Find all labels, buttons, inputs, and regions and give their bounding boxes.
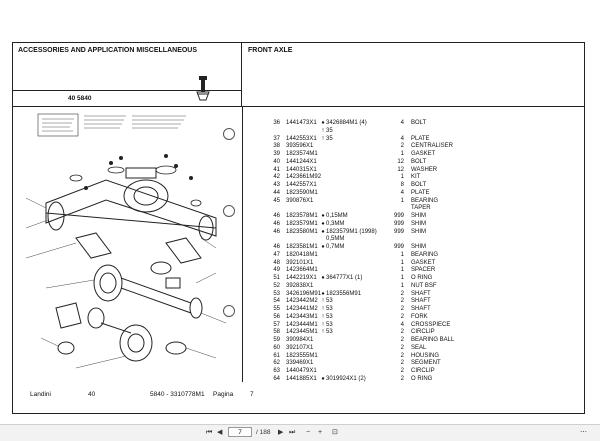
part-note: 1823579M1 (1998) <box>326 228 377 235</box>
part-description: PLATE <box>411 135 430 142</box>
quantity: 2 <box>400 298 404 305</box>
footer-brand: Landini <box>30 391 51 398</box>
part-description: KIT <box>411 174 421 181</box>
part-description: PLATE <box>411 189 430 196</box>
exploded-view-drawing <box>16 108 240 378</box>
item-number: 62 <box>273 360 280 367</box>
quantity: 1 <box>400 151 404 157</box>
substitution-marker: ! <box>322 329 324 336</box>
item-number: 37 <box>273 135 280 142</box>
group-code: 40 5840 <box>68 95 92 102</box>
parts-row <box>262 306 582 314</box>
parts-row <box>262 198 582 206</box>
group-title: FRONT AXLE <box>248 47 293 54</box>
substitution-marker: ● <box>321 275 325 281</box>
part-note: 3426884M1 (4) <box>326 120 367 126</box>
part-description: SHIM <box>411 244 426 250</box>
item-number: 64 <box>273 375 280 382</box>
quantity: 8 <box>400 182 404 188</box>
part-number: 390876X1 <box>286 197 314 204</box>
footer-model: 5840 - 3310778M1 <box>150 391 205 398</box>
part-description: O RING <box>411 275 433 281</box>
parts-row <box>262 244 582 252</box>
item-number: 38 <box>273 143 280 150</box>
item-number: 51 <box>273 275 280 281</box>
quantity: 2 <box>400 368 404 374</box>
parts-row <box>262 329 582 337</box>
parts-row <box>262 236 582 244</box>
item-number: 40 <box>273 158 280 165</box>
item-number: 41 <box>273 166 280 173</box>
item-number: 46 <box>273 244 280 250</box>
part-description: BOLT <box>411 120 427 126</box>
part-note: 0,7MM <box>326 244 345 250</box>
part-number: 1423441M2 <box>286 306 318 312</box>
settings-icon[interactable]: ⋯ <box>580 429 587 436</box>
part-description: GASKET <box>411 259 436 266</box>
item-number: 54 <box>273 298 280 305</box>
parts-row <box>262 159 582 167</box>
parts-row <box>262 136 582 144</box>
footer-page-label: Pagina <box>213 391 234 398</box>
group-code-box <box>12 90 242 106</box>
quantity: 4 <box>400 120 404 126</box>
item-number: 55 <box>273 306 280 312</box>
item-number: 52 <box>273 282 280 289</box>
part-note: 3019924X1 (2) <box>326 375 366 382</box>
substitution-marker: ! <box>322 135 324 142</box>
part-description: BEARING <box>411 197 439 204</box>
parts-row <box>262 221 582 229</box>
part-number: 1823581M1 <box>286 244 318 250</box>
part-note: 0,15MM <box>326 213 348 219</box>
item-number: 49 <box>273 267 280 274</box>
substitution-marker: ! <box>322 298 324 305</box>
quantity: 2 <box>400 306 404 312</box>
footer-page-number: 7 <box>250 391 254 398</box>
part-note: 53 <box>326 321 333 328</box>
part-note: 0,5MM <box>326 236 345 243</box>
item-number: 46 <box>273 220 280 227</box>
part-number: 1423445M1 <box>286 329 318 336</box>
parts-row <box>262 260 582 268</box>
first-page-icon[interactable]: ⏮ <box>206 429 213 436</box>
substitution-marker: ● <box>321 220 325 227</box>
substitution-marker: ● <box>321 290 325 297</box>
part-number: 1423664M1 <box>286 267 318 274</box>
parts-row <box>262 275 582 283</box>
part-number: 1423442M2 <box>286 298 318 305</box>
page-number-input[interactable]: 7 <box>228 427 252 437</box>
part-description: CIRCLIP <box>411 329 435 336</box>
parts-row <box>262 314 582 322</box>
item-number: 39 <box>273 151 280 157</box>
part-note: 53 <box>326 306 333 312</box>
part-number: 1823580M1 <box>286 228 318 235</box>
parts-row <box>262 182 582 190</box>
part-description: SHIM <box>411 213 426 219</box>
substitution-marker: ! <box>322 306 324 312</box>
part-description: SEAL <box>411 344 427 351</box>
part-description: SHIM <box>411 220 426 227</box>
parts-row <box>262 298 582 306</box>
substitution-marker: ● <box>321 213 325 219</box>
part-description: WASHER <box>411 166 438 173</box>
part-note: 364777X1 (1) <box>326 275 363 281</box>
quantity: 4 <box>400 135 404 142</box>
part-description: CENTRALISER <box>411 143 454 150</box>
part-note: 35 <box>326 127 333 134</box>
part-number: 1823574M1 <box>286 151 318 157</box>
parts-row <box>262 376 582 384</box>
quantity: 999 <box>393 244 404 250</box>
item-number: 58 <box>273 329 280 336</box>
part-note: 53 <box>326 329 333 336</box>
part-description: SHAFT <box>411 298 431 305</box>
part-note: 35 <box>326 135 333 142</box>
part-number: 1823578M1 <box>286 213 318 219</box>
part-description: BEARING <box>411 251 439 258</box>
part-number: 1442557X1 <box>286 182 317 188</box>
item-number: 61 <box>273 352 280 359</box>
parts-row <box>262 128 582 136</box>
item-number: 59 <box>273 337 280 343</box>
part-number: 3426196M91 <box>286 290 322 297</box>
header-divider <box>12 106 585 107</box>
part-description: TAPER <box>411 205 431 212</box>
quantity: 999 <box>393 220 404 227</box>
part-number: 1441473X1 <box>286 120 317 126</box>
footer-section: 40 <box>88 391 96 398</box>
part-number: 390984X1 <box>286 337 314 343</box>
part-number: 1823579M1 <box>286 220 318 227</box>
quantity: 2 <box>400 360 404 367</box>
part-description: SHIM <box>411 228 426 235</box>
substitution-marker: ! <box>322 127 324 134</box>
quantity: 2 <box>400 290 404 297</box>
substitution-marker: ● <box>321 375 325 382</box>
fit-icon[interactable]: ⊡ <box>332 429 338 436</box>
part-description: HOUSING <box>411 352 440 359</box>
part-note: 1823556M91 <box>326 290 362 297</box>
part-number: 393596X1 <box>286 143 314 150</box>
quantity: 1 <box>400 174 404 181</box>
parts-row <box>262 213 582 221</box>
zoom-in-icon[interactable]: + <box>318 429 323 436</box>
part-number: 1440315X1 <box>286 166 317 173</box>
item-number: 47 <box>273 251 280 258</box>
quantity: 12 <box>397 166 404 173</box>
item-number: 42 <box>273 174 280 181</box>
part-description: NUT BSF <box>411 282 437 289</box>
quantity: 12 <box>397 158 404 165</box>
section-title: ACCESSORIES AND APPLICATION MISCELLANEOUS <box>18 47 198 54</box>
prev-page-icon[interactable]: ◀ <box>217 429 223 436</box>
parts-row <box>262 291 582 299</box>
part-description: FORK <box>411 313 428 320</box>
quantity: 999 <box>393 228 404 235</box>
parts-row <box>262 345 582 353</box>
item-number: 44 <box>273 189 280 196</box>
binder-hole <box>223 205 235 217</box>
part-number: 1423443M1 <box>286 313 318 320</box>
quantity: 2 <box>400 337 404 343</box>
quantity: 2 <box>400 329 404 336</box>
quantity: 2 <box>400 352 404 359</box>
part-number: 1823590M1 <box>286 189 318 196</box>
part-note: 0,3MM <box>326 220 345 227</box>
part-number: 1440479X1 <box>286 368 317 374</box>
item-number: 46 <box>273 213 280 219</box>
quantity: 1 <box>400 259 404 266</box>
item-number: 36 <box>273 120 280 126</box>
parts-row <box>262 337 582 345</box>
part-description: CROSSPIECE <box>411 321 451 328</box>
last-page-icon[interactable]: ⏭ <box>289 429 296 436</box>
parts-row <box>262 229 582 237</box>
part-note: 53 <box>326 298 333 305</box>
next-page-icon[interactable]: ▶ <box>278 429 284 436</box>
part-description: GASKET <box>411 151 436 157</box>
quantity: 1 <box>400 197 404 204</box>
part-number: 1823555M1 <box>286 352 318 359</box>
viewer-toolbar <box>0 424 600 441</box>
binder-hole <box>223 305 235 317</box>
part-number: 392107X1 <box>286 344 314 351</box>
quantity: 1 <box>400 275 404 281</box>
parts-row <box>262 322 582 330</box>
part-number: 1423444M1 <box>286 321 318 328</box>
part-number: 1442553X1 <box>286 135 317 142</box>
part-description: BOLT <box>411 182 427 188</box>
part-note: 53 <box>326 313 333 320</box>
substitution-marker: ! <box>322 313 324 320</box>
part-number: 1423661M92 <box>286 174 322 181</box>
header-right <box>242 42 585 106</box>
binder-hole <box>223 128 235 140</box>
parts-row <box>262 190 582 198</box>
substitution-marker: ● <box>321 120 325 126</box>
parts-row <box>262 151 582 159</box>
parts-row <box>262 174 582 182</box>
item-number: 48 <box>273 259 280 266</box>
quantity: 1 <box>400 282 404 289</box>
parts-row <box>262 167 582 175</box>
parts-row <box>262 205 582 213</box>
item-number: 43 <box>273 182 280 188</box>
item-number: 46 <box>273 228 280 235</box>
parts-row <box>262 143 582 151</box>
part-number: 1441885X1 <box>286 375 317 382</box>
part-number: 1820418M1 <box>286 251 318 258</box>
page-total: / 188 <box>256 429 271 436</box>
quantity: 2 <box>400 143 404 150</box>
quantity: 2 <box>400 375 404 382</box>
part-description: SHAFT <box>411 290 431 297</box>
item-number: 57 <box>273 321 280 328</box>
item-number: 56 <box>273 313 280 320</box>
item-number: 53 <box>273 290 280 297</box>
parts-row <box>262 353 582 361</box>
part-description: CIRCLIP <box>411 368 435 374</box>
part-description: BOLT <box>411 158 427 165</box>
part-description: O RING <box>411 375 433 382</box>
item-number: 45 <box>273 197 280 204</box>
quantity: 1 <box>400 251 404 258</box>
parts-row <box>262 283 582 291</box>
parts-row <box>262 368 582 376</box>
parts-list <box>262 120 582 384</box>
item-number: 60 <box>273 344 280 351</box>
parts-row <box>262 267 582 275</box>
substitution-marker: ● <box>321 244 325 250</box>
quantity: 2 <box>400 344 404 351</box>
part-description: SEGMENT <box>411 360 441 367</box>
parts-row <box>262 120 582 128</box>
parts-row <box>262 252 582 260</box>
part-description: BEARING BALL <box>411 337 455 343</box>
substitution-marker: ● <box>321 228 325 235</box>
part-description: SHAFT <box>411 306 431 312</box>
quantity: 999 <box>393 213 404 219</box>
part-number: 1442219X1 <box>286 275 317 281</box>
part-number: 392101X1 <box>286 259 314 266</box>
column-divider <box>242 106 243 382</box>
part-number: 339469X1 <box>286 360 314 367</box>
substitution-marker: ! <box>322 321 324 328</box>
item-number: 63 <box>273 368 280 374</box>
zoom-out-icon[interactable]: − <box>306 429 311 436</box>
quantity: 2 <box>400 313 404 320</box>
part-number: 392838X1 <box>286 282 314 289</box>
parts-row <box>262 360 582 368</box>
quantity: 1 <box>400 267 404 274</box>
quantity: 4 <box>400 189 404 196</box>
part-number: 1441244X1 <box>286 158 317 165</box>
quantity: 4 <box>400 321 404 328</box>
part-description: SPACER <box>411 267 436 274</box>
